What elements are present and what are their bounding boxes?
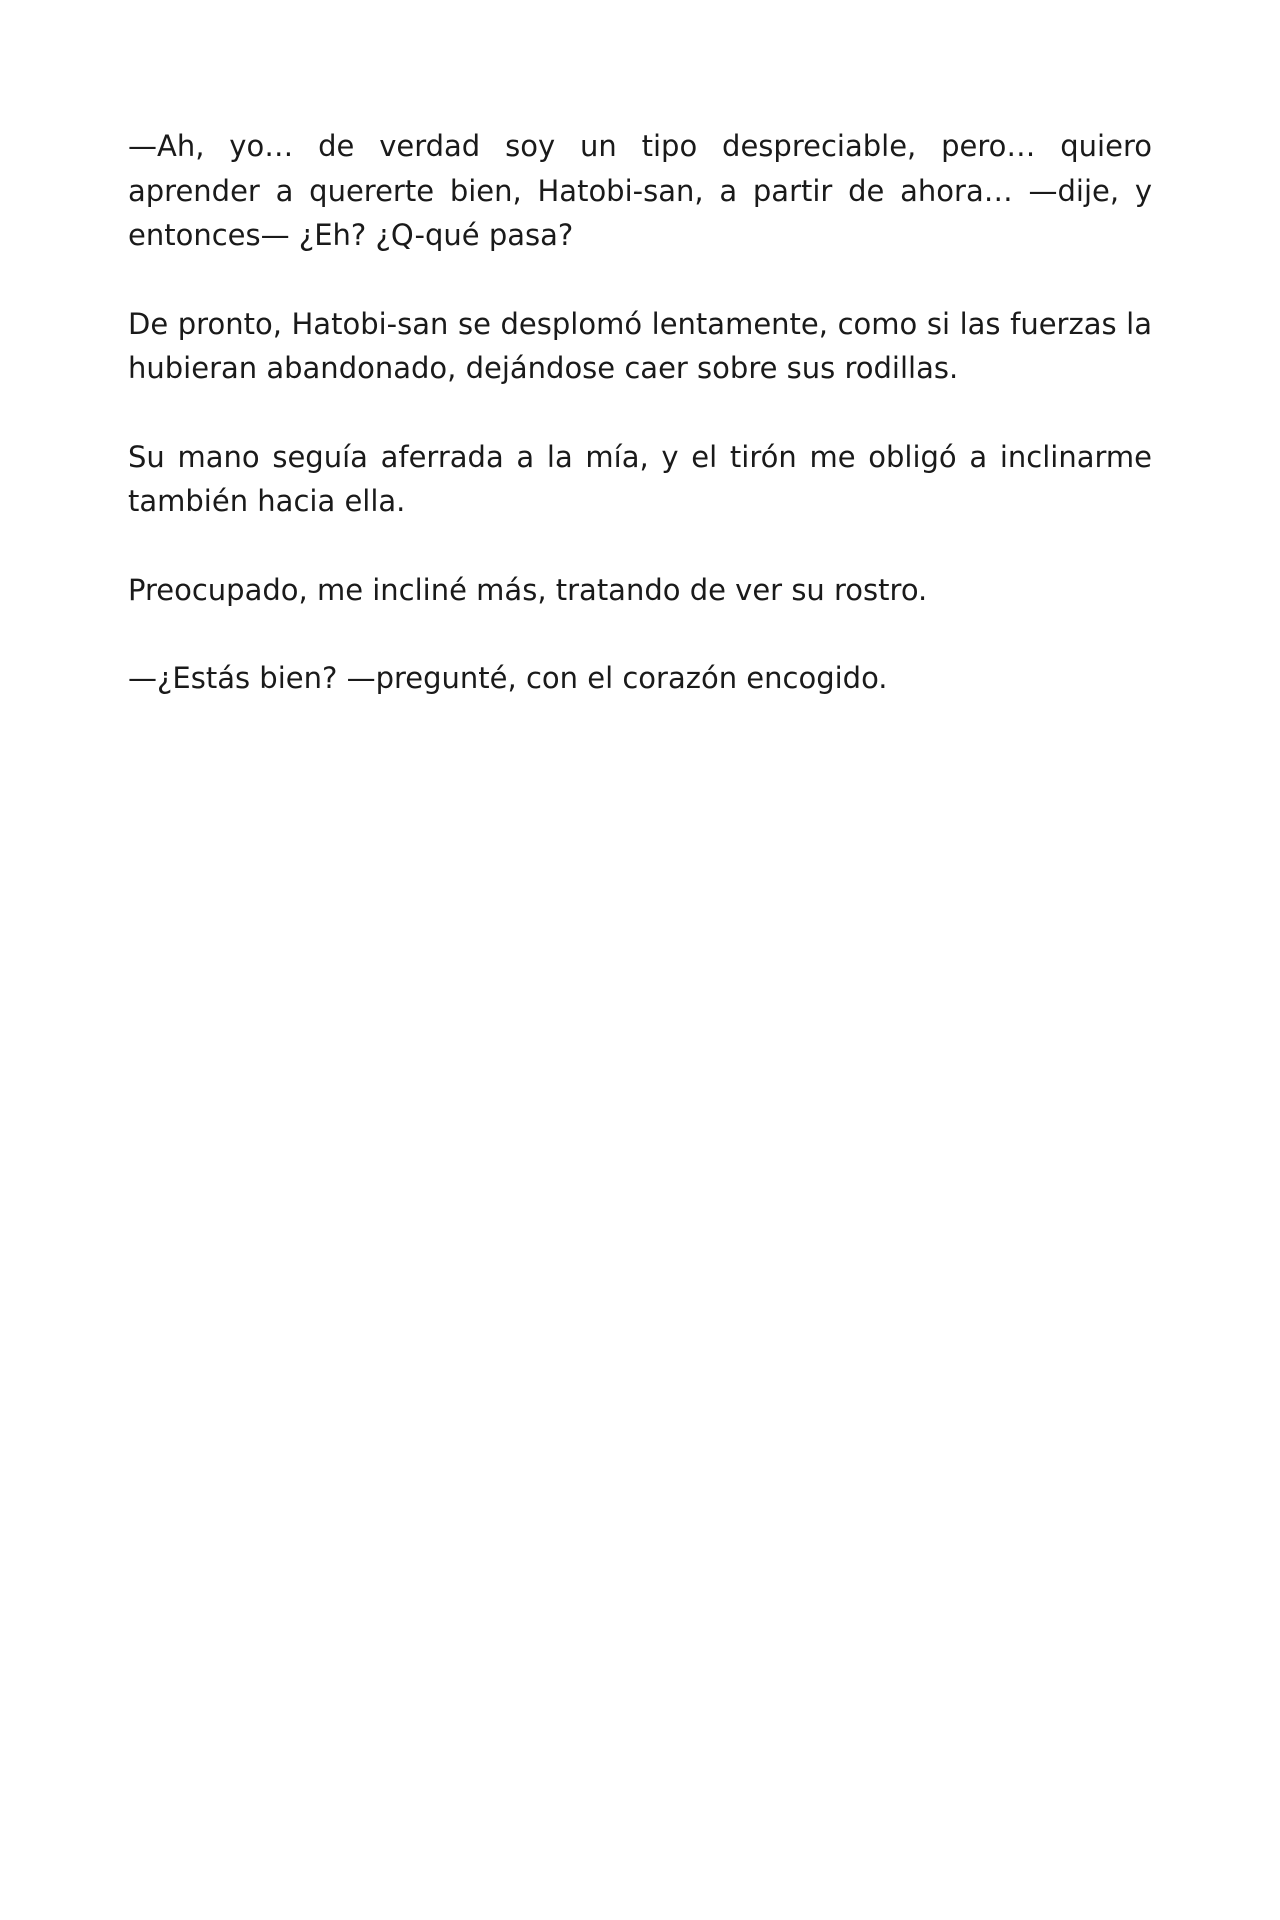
paragraph: Su mano seguía aferrada a la mía, y el tirón me obligó a inclinarme también hacia ella. (128, 439, 1152, 518)
paragraph: Preocupado, me incliné más, tratando de ver su rostro. (128, 572, 928, 607)
paragraph: —¿Estás bien? —pregunté, con el corazón encogido. (128, 661, 888, 695)
paragraph: De pronto, Hatobi-san se desplomó lentamente, como si las fuerzas la hubieran abandonado, dejándose caer sobre sus rodillas. (128, 306, 1152, 385)
document-page (128, 124, 1152, 745)
paragraph: —Ah, yo… de verdad soy un tipo despreciable, pero… quiero aprender a quererte bien, Hatobi-san, a partir de ahora… —dije, y entonces— ¿Eh? ¿Q-qué pasa? (128, 129, 1152, 252)
